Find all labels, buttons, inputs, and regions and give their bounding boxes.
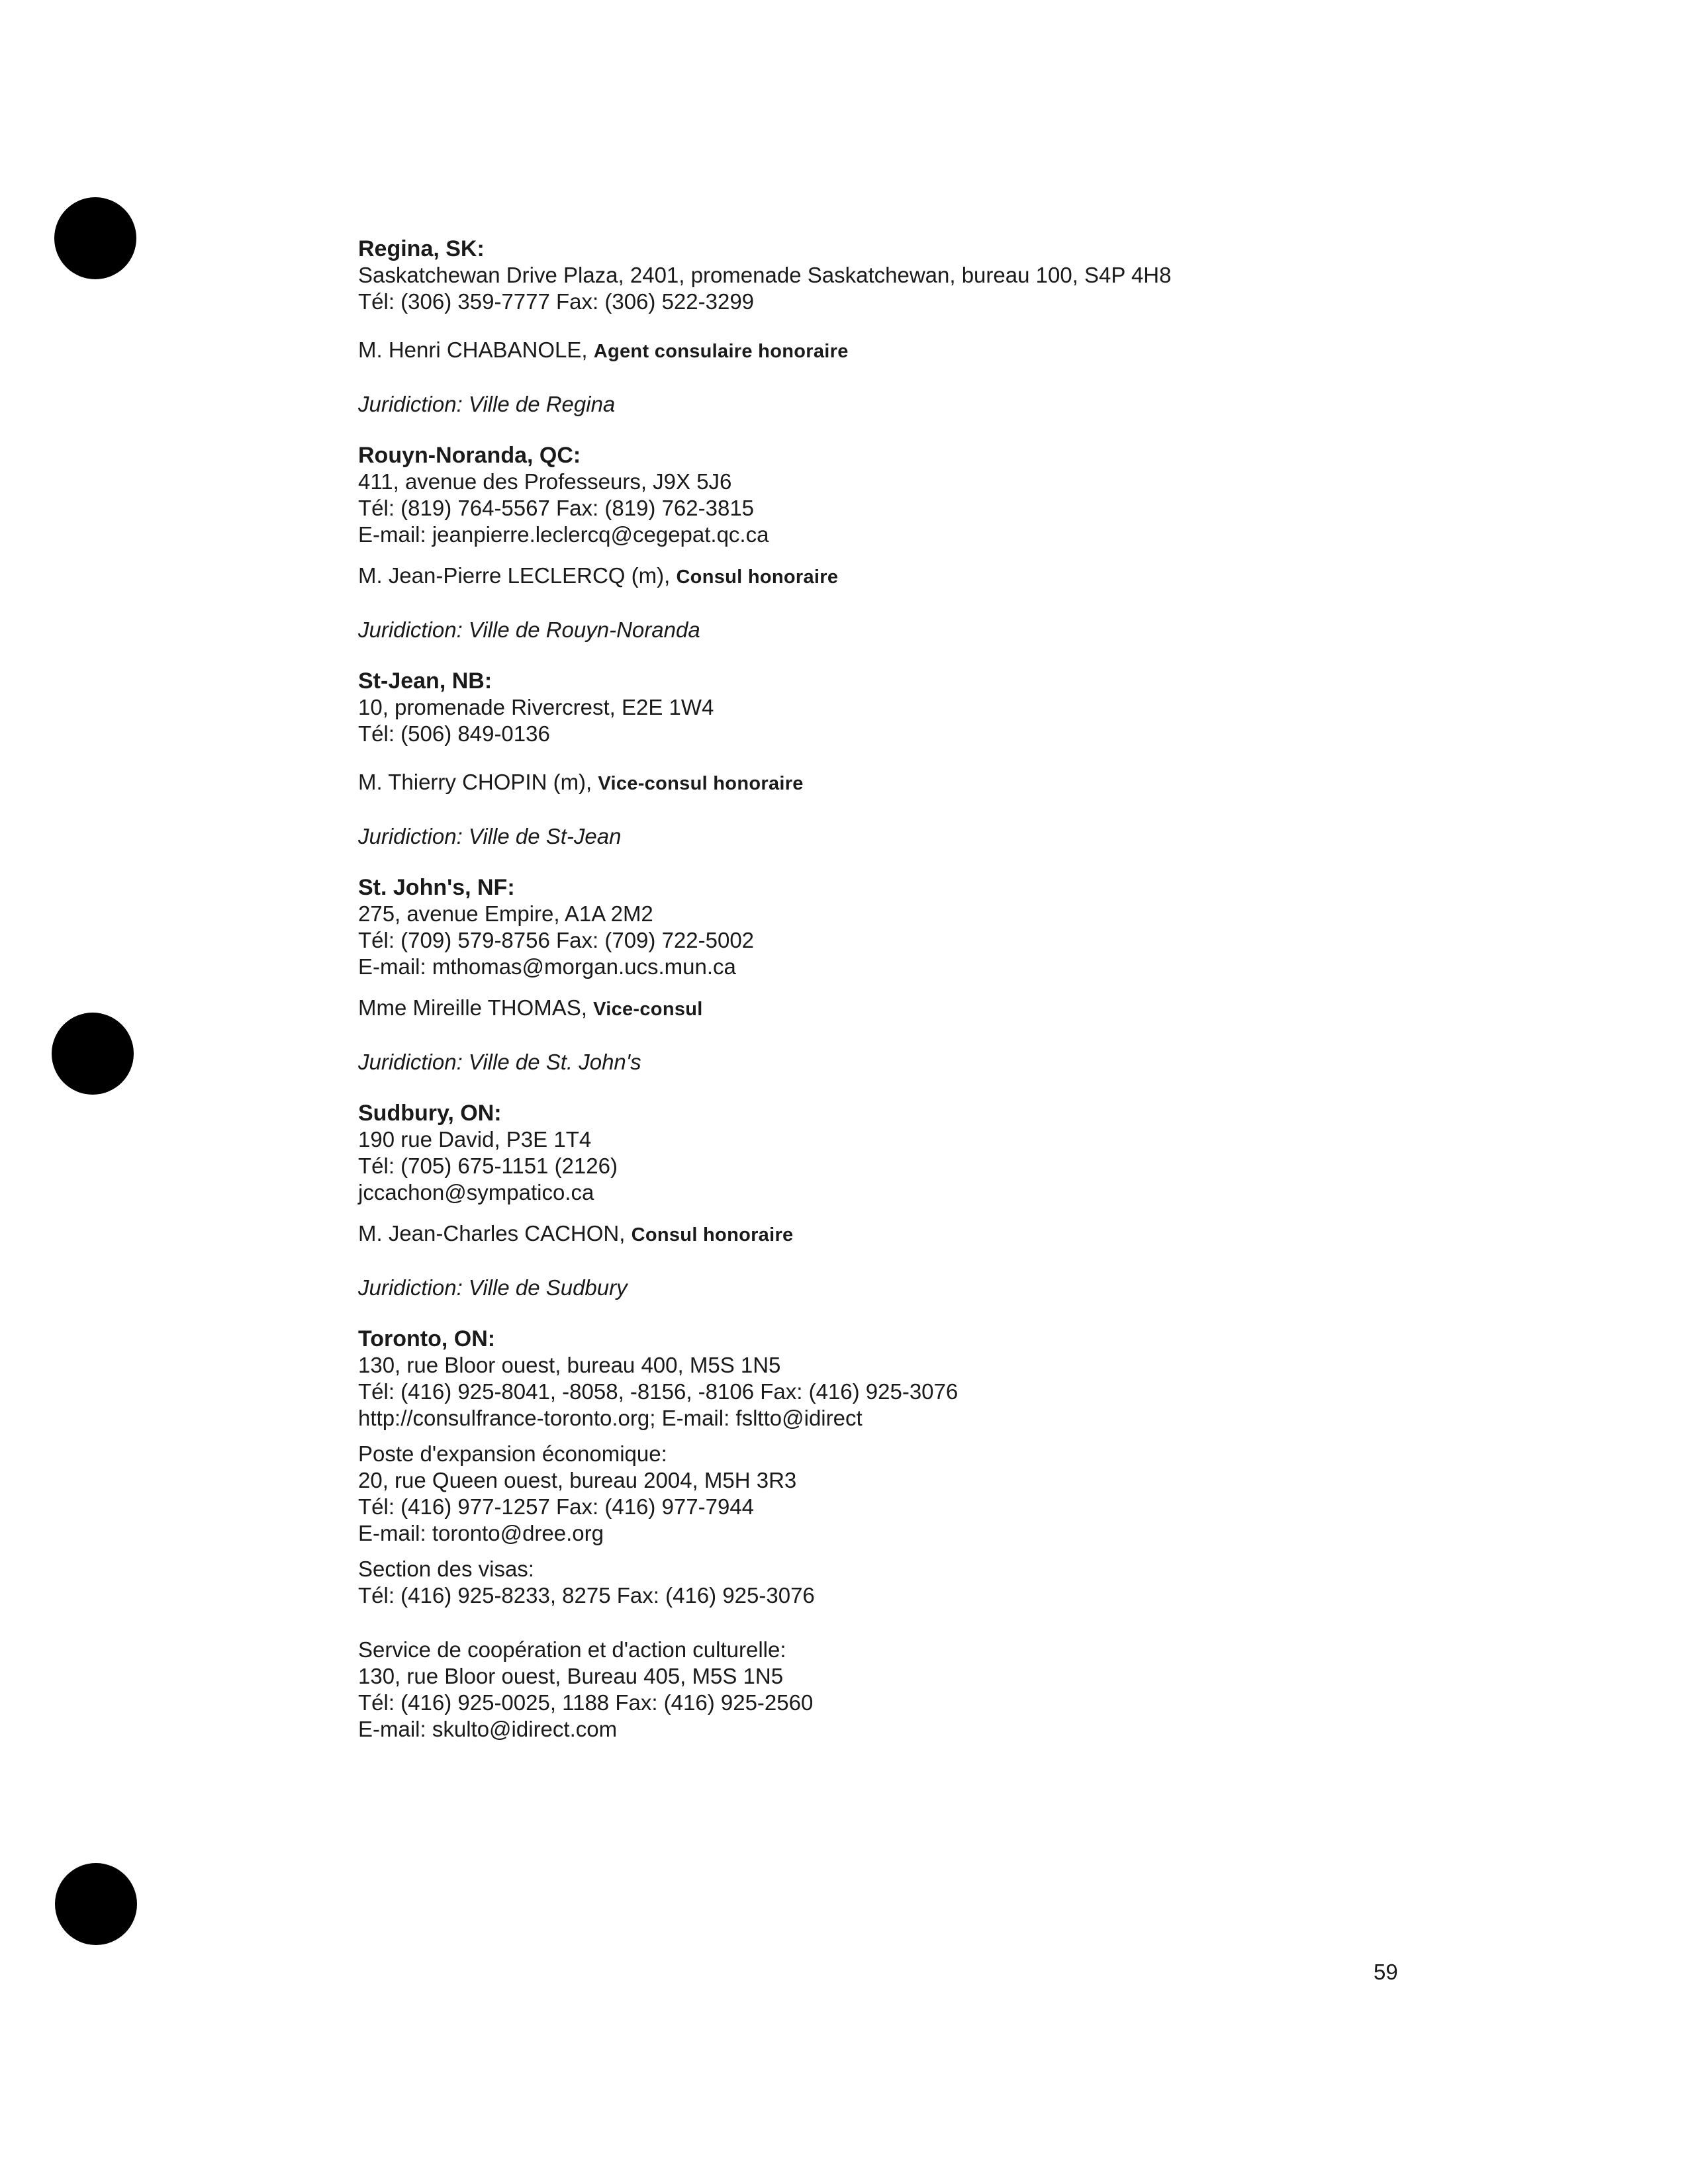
city-heading: St-Jean, NB:	[358, 668, 492, 694]
jurisdiction-label: Juridiction:	[358, 392, 469, 416]
jurisdiction-value: Ville de St. John's	[468, 1050, 641, 1074]
jurisdiction-value: Ville de Regina	[468, 392, 616, 416]
address-line: 190 rue David, P3E 1T4	[358, 1127, 592, 1152]
city-heading: Regina, SK:	[358, 236, 485, 261]
binder-hole	[54, 197, 136, 279]
person-name: M. Henri CHABANOLE,	[358, 338, 594, 362]
jurisdiction-label: Juridiction:	[358, 1050, 469, 1074]
contact-person	[358, 563, 1616, 590]
entry-sudbury	[358, 1100, 1616, 1301]
phone-line: Tél: (416) 925-8233, 8275 Fax: (416) 925-3076	[358, 1583, 815, 1608]
address-line: Saskatchewan Drive Plaza, 2401, promenade Saskatchewan, bureau 100, S4P 4H8	[358, 263, 1172, 287]
entry-st-johns	[358, 874, 1616, 1075]
address-line: 10, promenade Rivercrest, E2E 1W4	[358, 695, 714, 719]
address-line: 275, avenue Empire, A1A 2M2	[358, 901, 653, 926]
page-number: 59	[1374, 1960, 1398, 1984]
address-line: 130, rue Bloor ouest, bureau 400, M5S 1N5	[358, 1353, 781, 1377]
email-line: E-mail: toronto@dree.org	[358, 1521, 604, 1545]
block-title: Service de coopération et d'action culturelle:	[358, 1637, 786, 1662]
entry-rouyn-noranda	[358, 442, 1616, 643]
person-role: Vice-consul honoraire	[598, 773, 804, 794]
visa-section-block	[358, 1556, 1616, 1609]
person-name: M. Jean-Charles CACHON,	[358, 1221, 632, 1246]
phone-line: Tél: (416) 977-1257 Fax: (416) 977-7944	[358, 1494, 755, 1519]
person-name: M. Jean-Pierre LECLERCQ (m),	[358, 563, 677, 588]
block-title: Section des visas:	[358, 1557, 534, 1581]
jurisdiction-value: Ville de St-Jean	[468, 824, 622, 848]
cultural-cooperation-block	[358, 1637, 1616, 1743]
phone-line: Tél: (506) 849-0136	[358, 721, 550, 746]
person-role: Consul honoraire	[631, 1224, 794, 1246]
block-title: Poste d'expansion économique:	[358, 1441, 667, 1466]
consulate-directory	[358, 236, 1616, 1767]
person-name: M. Thierry CHOPIN (m),	[358, 770, 598, 794]
jurisdiction-label: Juridiction:	[358, 617, 469, 642]
email-line: E-mail: mthomas@morgan.ucs.mun.ca	[358, 954, 736, 979]
binder-hole	[52, 1013, 134, 1095]
city-heading: Sudbury, ON:	[358, 1101, 502, 1126]
email-line: E-mail: skulto@idirect.com	[358, 1717, 618, 1741]
jurisdiction	[358, 1049, 1616, 1075]
person-name: Mme Mireille THOMAS,	[358, 995, 594, 1020]
contact-person	[358, 995, 1616, 1023]
contact-person	[358, 1220, 1616, 1248]
address-line: 130, rue Bloor ouest, Bureau 405, M5S 1N5	[358, 1664, 784, 1688]
address-line: 411, avenue des Professeurs, J9X 5J6	[358, 469, 732, 494]
jurisdiction-label: Juridiction:	[358, 824, 469, 848]
jurisdiction-value: Ville de Sudbury	[468, 1275, 628, 1300]
jurisdiction-value: Ville de Rouyn-Noranda	[468, 617, 700, 642]
entry-st-jean	[358, 668, 1616, 850]
jurisdiction	[358, 391, 1616, 418]
phone-line: Tél: (819) 764-5567 Fax: (819) 762-3815	[358, 496, 755, 520]
phone-line: Tél: (306) 359-7777 Fax: (306) 522-3299	[358, 289, 755, 314]
binder-hole	[55, 1863, 137, 1945]
jurisdiction	[358, 823, 1616, 850]
phone-line: Tél: (416) 925-0025, 1188 Fax: (416) 925-2560	[358, 1690, 814, 1715]
person-role: Agent consulaire honoraire	[593, 341, 849, 362]
address-line: 20, rue Queen ouest, bureau 2004, M5H 3R3	[358, 1468, 797, 1492]
contact-person	[358, 337, 1616, 365]
phone-line: Tél: (705) 675-1151 (2126)	[358, 1154, 618, 1178]
web-email-line: http://consulfrance-toronto.org; E-mail: fsltto@idirect	[358, 1406, 863, 1430]
entry-toronto	[358, 1326, 1616, 1743]
contact-person	[358, 769, 1616, 797]
person-role: Vice-consul	[593, 999, 703, 1020]
city-heading: Rouyn-Noranda, QC:	[358, 443, 581, 468]
email-line: jccachon@sympatico.ca	[358, 1180, 594, 1205]
phone-line: Tél: (416) 925-8041, -8058, -8156, -8106 Fax: (416) 925-3076	[358, 1379, 959, 1404]
economic-expansion-block	[358, 1441, 1616, 1547]
city-heading: St. John's, NF:	[358, 875, 515, 900]
city-heading: Toronto, ON:	[358, 1326, 496, 1351]
phone-line: Tél: (709) 579-8756 Fax: (709) 722-5002	[358, 928, 755, 952]
jurisdiction-label: Juridiction:	[358, 1275, 469, 1300]
jurisdiction	[358, 617, 1616, 643]
entry-regina	[358, 236, 1616, 418]
email-line: E-mail: jeanpierre.leclercq@cegepat.qc.ca	[358, 522, 769, 547]
jurisdiction	[358, 1275, 1616, 1301]
person-role: Consul honoraire	[676, 567, 839, 588]
